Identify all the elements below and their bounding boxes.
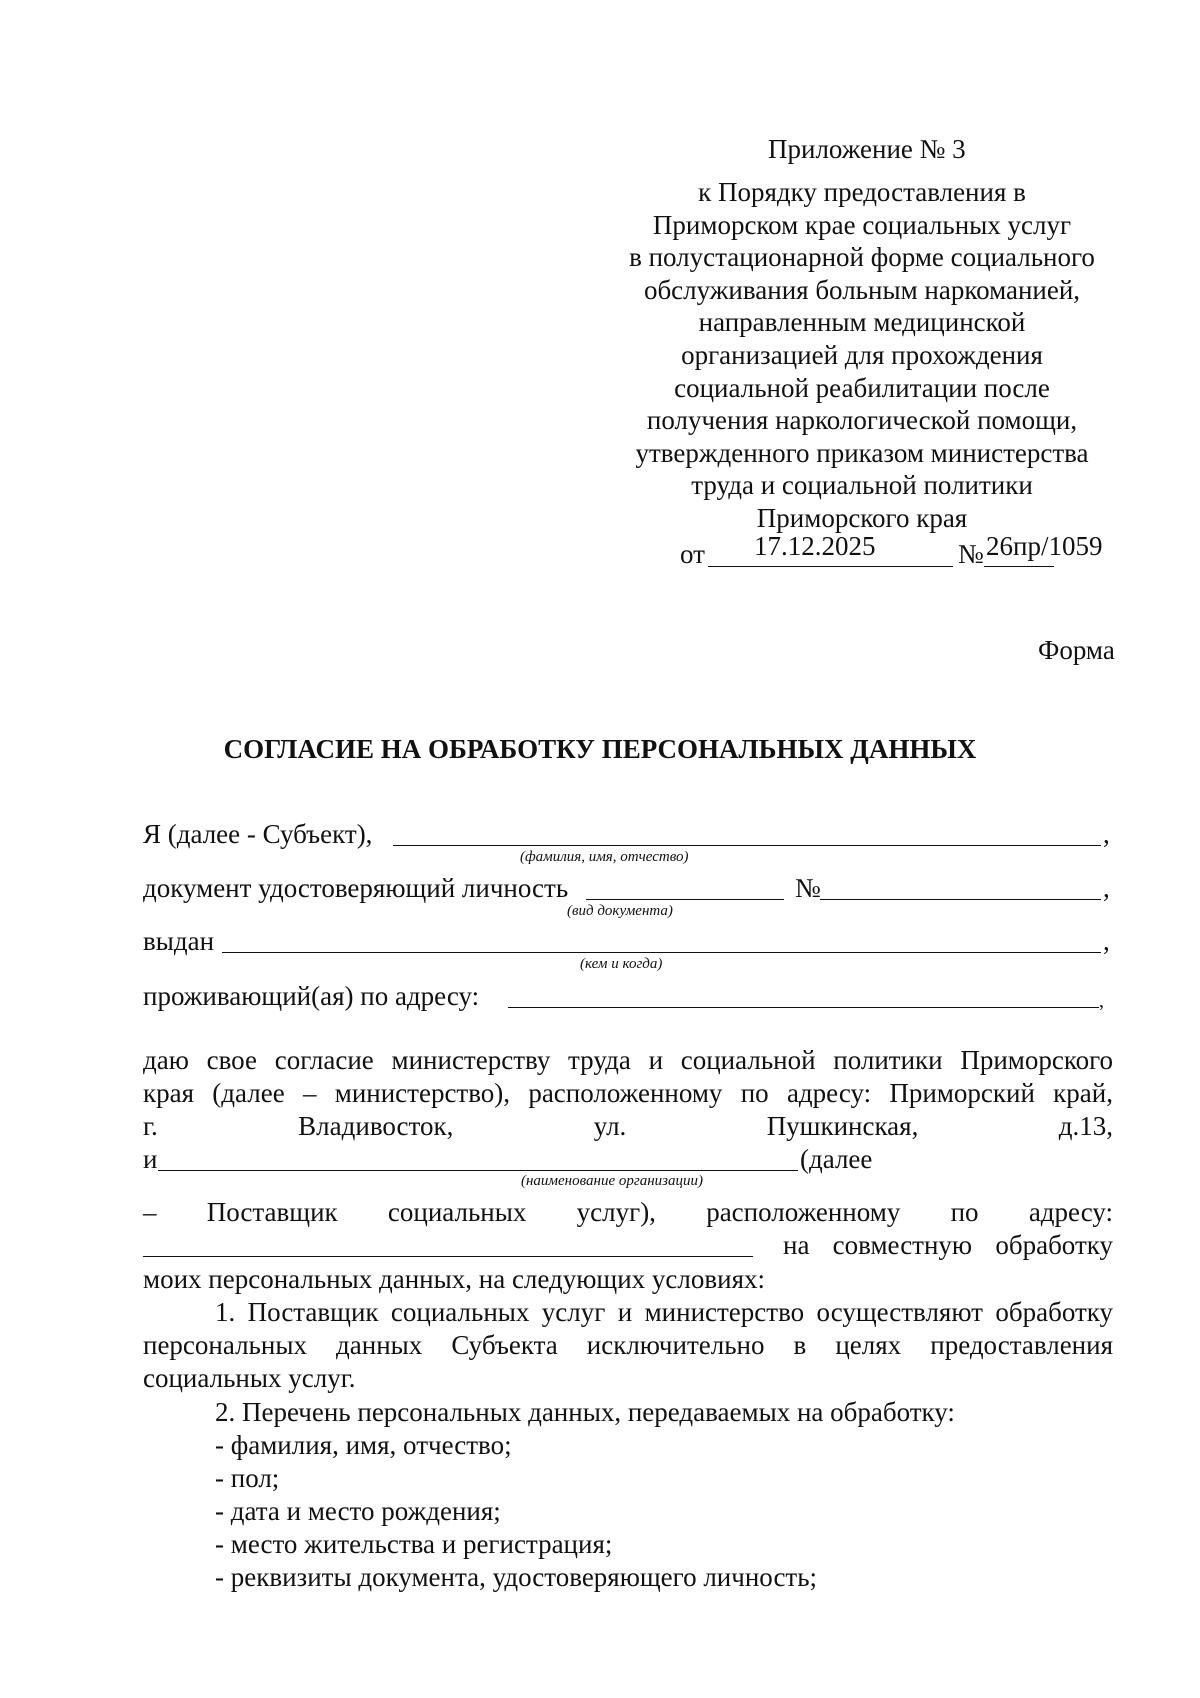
- list-item: - дата и место рождения;: [215, 1496, 501, 1526]
- consent-word: услуг),: [576, 1197, 656, 1227]
- list-item: - место жительства и регистрация;: [215, 1529, 613, 1559]
- issued-label: выдан: [143, 926, 215, 956]
- clause-1: 1. Поставщик социальных услуг и министерство осуществляют обработку персональных данных Субъекта исключительно в целях предоставления социальных услуг.: [143, 1297, 1113, 1393]
- list-item: - пол;: [215, 1463, 280, 1493]
- joint-processing-text: на совместную обработку: [783, 1230, 1113, 1260]
- consent-line-1: [143, 1044, 1113, 1076]
- appendix-line: социальной реабилитации после: [674, 372, 1050, 403]
- consent-line-3: [143, 1110, 1113, 1142]
- doc-number-label: №: [795, 873, 821, 903]
- appendix-line: Приморского края: [756, 502, 968, 533]
- consent-word: по: [950, 1197, 979, 1227]
- appendix-heading: Приложение № 3: [768, 134, 966, 164]
- address-label: проживающий(ая) по адресу:: [143, 981, 480, 1011]
- consent-line-2: [143, 1077, 1113, 1109]
- appendix-line: Приморском крае социальных услуг: [652, 209, 1072, 240]
- comma: ,: [1103, 819, 1110, 849]
- consent-word: –: [143, 1197, 157, 1227]
- clause-2: 2. Перечень персональных данных, передаваемых на обработку:: [215, 1397, 955, 1427]
- issued-input-line[interactable]: [222, 952, 1101, 953]
- form-label: Форма: [1038, 635, 1115, 665]
- address-input-line[interactable]: [508, 1007, 1099, 1008]
- consent-text: даю свое согласие министерству труда и социальной политики Приморского: [143, 1045, 1113, 1075]
- consent-word: д.13,: [1058, 1111, 1113, 1141]
- org-caption: (наименование организации): [521, 1173, 704, 1189]
- issued-caption: (кем и когда): [580, 956, 663, 972]
- appendix-line: к Порядку предоставления в: [698, 177, 1026, 207]
- comma: ,: [1103, 926, 1110, 956]
- consent-word: социальных: [387, 1197, 527, 1227]
- org-suffix: (далее: [800, 1144, 873, 1174]
- appendix-line: обслуживания больным наркоманией,: [643, 274, 1081, 305]
- appendix-line: организацией для прохождения: [681, 339, 1043, 370]
- consent-word: Пушкинская,: [766, 1111, 919, 1141]
- subject-caption: (фамилия, имя, отчество): [520, 849, 689, 865]
- doc-caption: (вид документа): [567, 903, 673, 919]
- consent-word: Поставщик: [206, 1197, 338, 1227]
- doc-label: документ удостоверяющий личность: [143, 873, 569, 903]
- number-prefix: №: [958, 539, 984, 569]
- date-prefix: от: [680, 539, 705, 569]
- org-input-line[interactable]: [158, 1170, 798, 1171]
- order-date: 17.12.2025: [754, 531, 876, 561]
- appendix-line: труда и социальной политики: [691, 470, 1033, 501]
- number-underline: [984, 566, 1054, 567]
- appendix-line: утвержденного приказом министерства: [635, 437, 1089, 468]
- date-underline: [708, 566, 953, 567]
- consent-word: Владивосток,: [298, 1111, 454, 1141]
- doc-number-input-line[interactable]: [820, 899, 1101, 900]
- doc-type-input-line[interactable]: [586, 899, 784, 900]
- consent-line-7: моих персональных данных, на следующих условиях:: [143, 1264, 766, 1294]
- consent-word: г.: [143, 1111, 158, 1141]
- document-title: СОГЛАСИЕ НА ОБРАБОТКУ ПЕРСОНАЛЬНЫХ ДАННЫХ: [223, 734, 977, 764]
- appendix-reference: [612, 176, 1112, 535]
- comma: ,: [1103, 873, 1110, 903]
- appendix-line: получения наркологической помощи,: [646, 405, 1078, 436]
- consent-word: адресу:: [1028, 1197, 1113, 1227]
- consent-word: ул.: [593, 1111, 627, 1141]
- org-prefix: и: [143, 1144, 158, 1174]
- list-item: - фамилия, имя, отчество;: [215, 1430, 512, 1460]
- subject-label: Я (далее - Субъект),: [143, 819, 373, 849]
- order-number: 26пр/1059: [986, 531, 1103, 561]
- comma: ,: [1099, 990, 1104, 1012]
- supplier-address-input-line[interactable]: [143, 1256, 753, 1257]
- subject-input-line[interactable]: [393, 845, 1101, 846]
- appendix-line: в полустационарной форме социального: [629, 242, 1095, 273]
- consent-word: расположенному: [706, 1197, 901, 1227]
- consent-text: края (далее – министерство), расположенному по адресу: Приморский край,: [143, 1078, 1113, 1108]
- list-item: - реквизиты документа, удостоверяющего личность;: [215, 1562, 818, 1592]
- appendix-line: направленным медицинской: [698, 307, 1026, 338]
- consent-line-5: [143, 1196, 1113, 1228]
